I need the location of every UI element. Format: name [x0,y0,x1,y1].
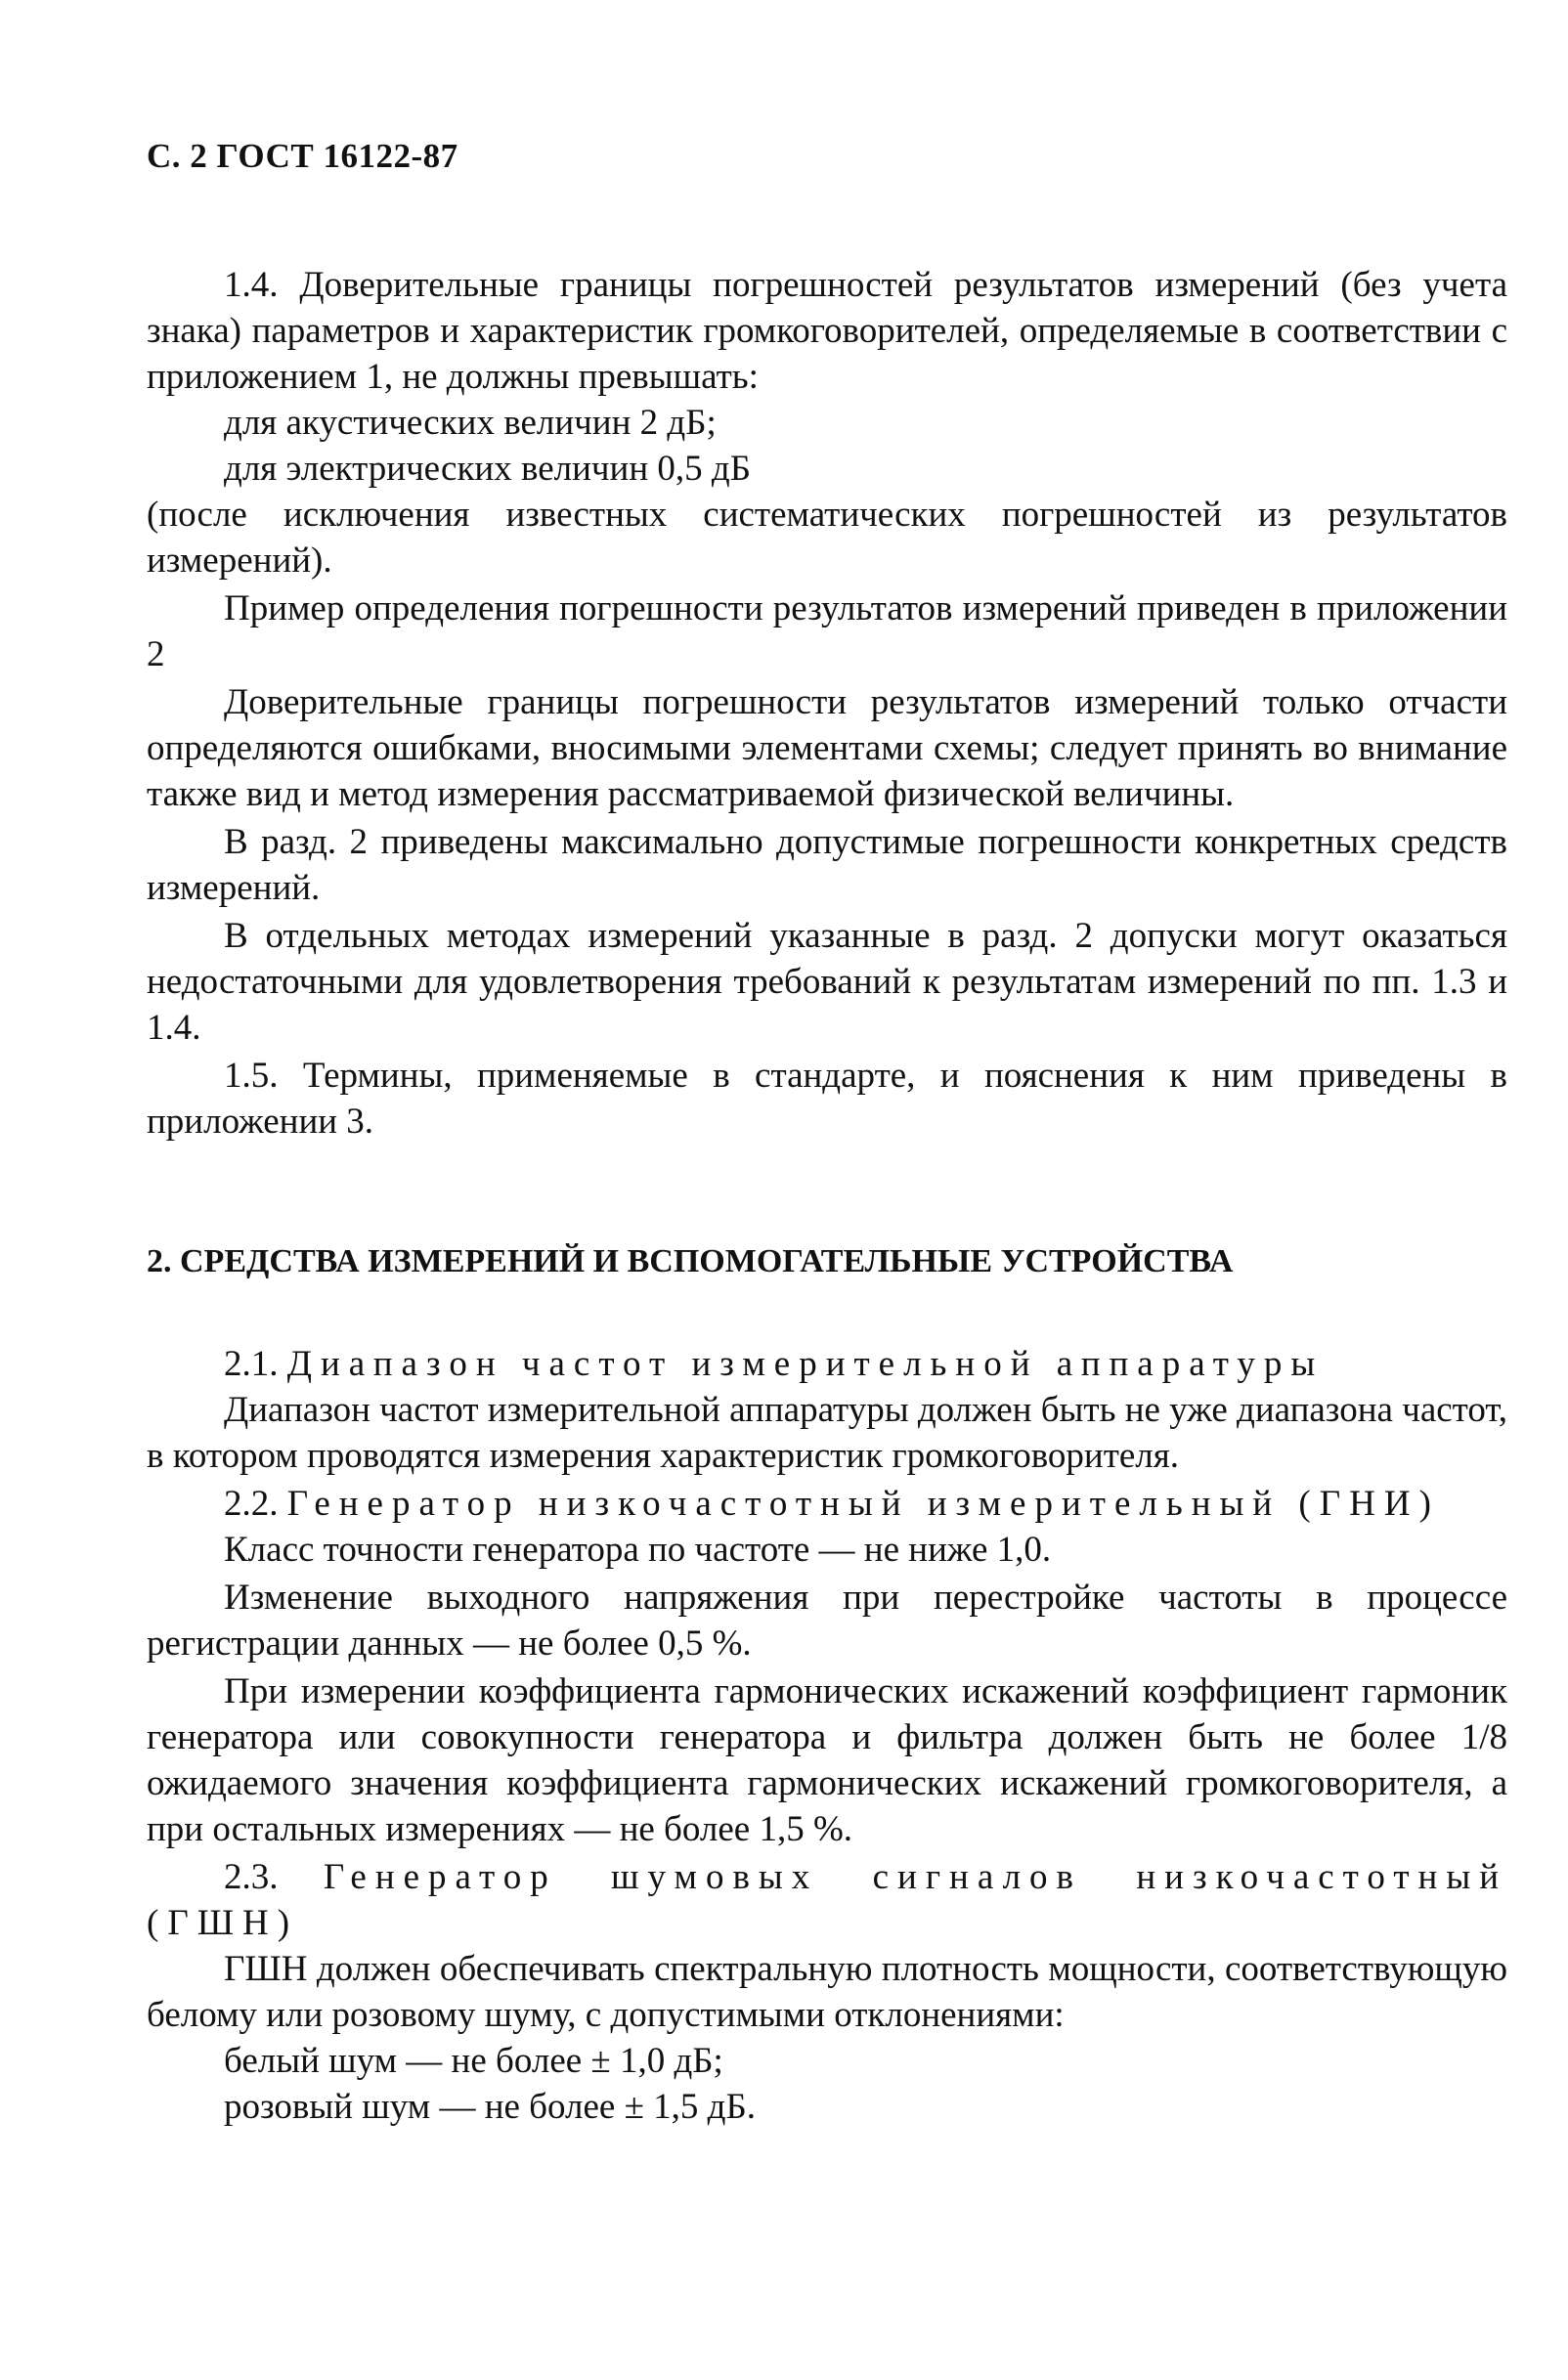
paragraph-2-2-harmonics: При измерении коэффициента гармонических искажений коэффициент гармоник генератора или совокупности генератора и фильтра должен быть не более 1/8 ожидаемого значения коэффициента гармонических искажений громкоговорителя, а при остальных измерениях — не более 1,5 %. [147,1671,1507,1849]
section-2-heading: 2. СРЕДСТВА ИЗМЕРЕНИЙ И ВСПОМОГАТЕЛЬНЫЕ УСТРОЙСТВА [147,1243,1234,1279]
clause-2-1-heading [147,1341,1507,1387]
clause-text: Термины, применяемые в стандарте, и пояснения к ним приведены в приложении 3. [147,1056,1508,1142]
paragraph-exclusion-note: (после исключения известных систематических погрешностей из результатов измерений). [147,495,1507,581]
clause-text: Доверительные границы погрешностей результатов измерений (без учета знака) параметров и характеристик громкоговорителей, определяемые в соответствии с приложением 1, не должны превышать: [147,265,1508,397]
paragraph-2-1: Диапазон частот измерительной аппаратуры должен быть не уже диапазона частот, в котором проводятся измерения характеристик громкоговорителя. [147,1390,1507,1476]
clause-title: Диапазон частот измерительной аппаратуры [286,1344,1325,1384]
paragraph-2-2-class: Класс точности генератора по частоте — не ниже 1,0. [224,1530,1052,1570]
list-item-pink-noise: розовый шум — не более ± 1,5 дБ. [224,2087,756,2127]
paragraph-confidence: Доверительные границы погрешности результатов измерений только отчасти определяются ошибками, вносимыми элементами схемы; следует принять во внимание также вид и метод измерения рассматриваемой физической величины. [147,682,1507,814]
paragraph-section2-ref: В разд. 2 приведены максимально допустимые погрешности конкретных средств измерений. [147,822,1507,908]
list-item-white-noise: белый шум — не более ± 1,0 дБ; [224,2041,723,2081]
page-content [147,262,1507,2130]
clause-number: 1.5. [224,1056,279,1096]
clause-2-2-heading [147,1481,1507,1527]
clause-number: 2.3. [224,1857,279,1897]
paragraph-separate-methods: В отдельных методах измерений указанные в разд. 2 допуски могут оказаться недостаточными для удовлетворения требований к результатам измерений по пп. 1.3 и 1.4. [147,916,1507,1048]
paragraph-1-5 [147,1053,1507,1145]
clause-number: 2.1. [224,1344,279,1384]
clause-title: Генератор низкочастотный измерительный (ГНИ) [286,1484,1440,1524]
paragraph-example: Пример определения погрешности результатов измерений приведен в приложении 2 [147,588,1507,674]
clause-2-3-heading [147,1854,1507,1946]
clause-number: 2.2. [224,1484,279,1524]
paragraph-1-4 [147,262,1507,400]
list-item-electric: для электрических величин 0,5 дБ [224,449,751,489]
clause-title: Генератор шумовых сигналов низкочастотный (ГШН) [147,1857,1507,1943]
paragraph-2-2-voltage: Изменение выходного напряжения при перестройке частоты в процессе регистрации данных — не более 0,5 %. [147,1578,1507,1664]
page-header: С. 2 ГОСТ 16122-87 [147,137,458,175]
list-item-acoustic: для акустических величин 2 дБ; [224,403,717,443]
paragraph-2-3: ГШН должен обеспечивать спектральную плотность мощности, соответствующую белому или розовому шуму, с допустимыми отклонениями: [147,1949,1507,2035]
clause-number: 1.4. [224,265,279,305]
